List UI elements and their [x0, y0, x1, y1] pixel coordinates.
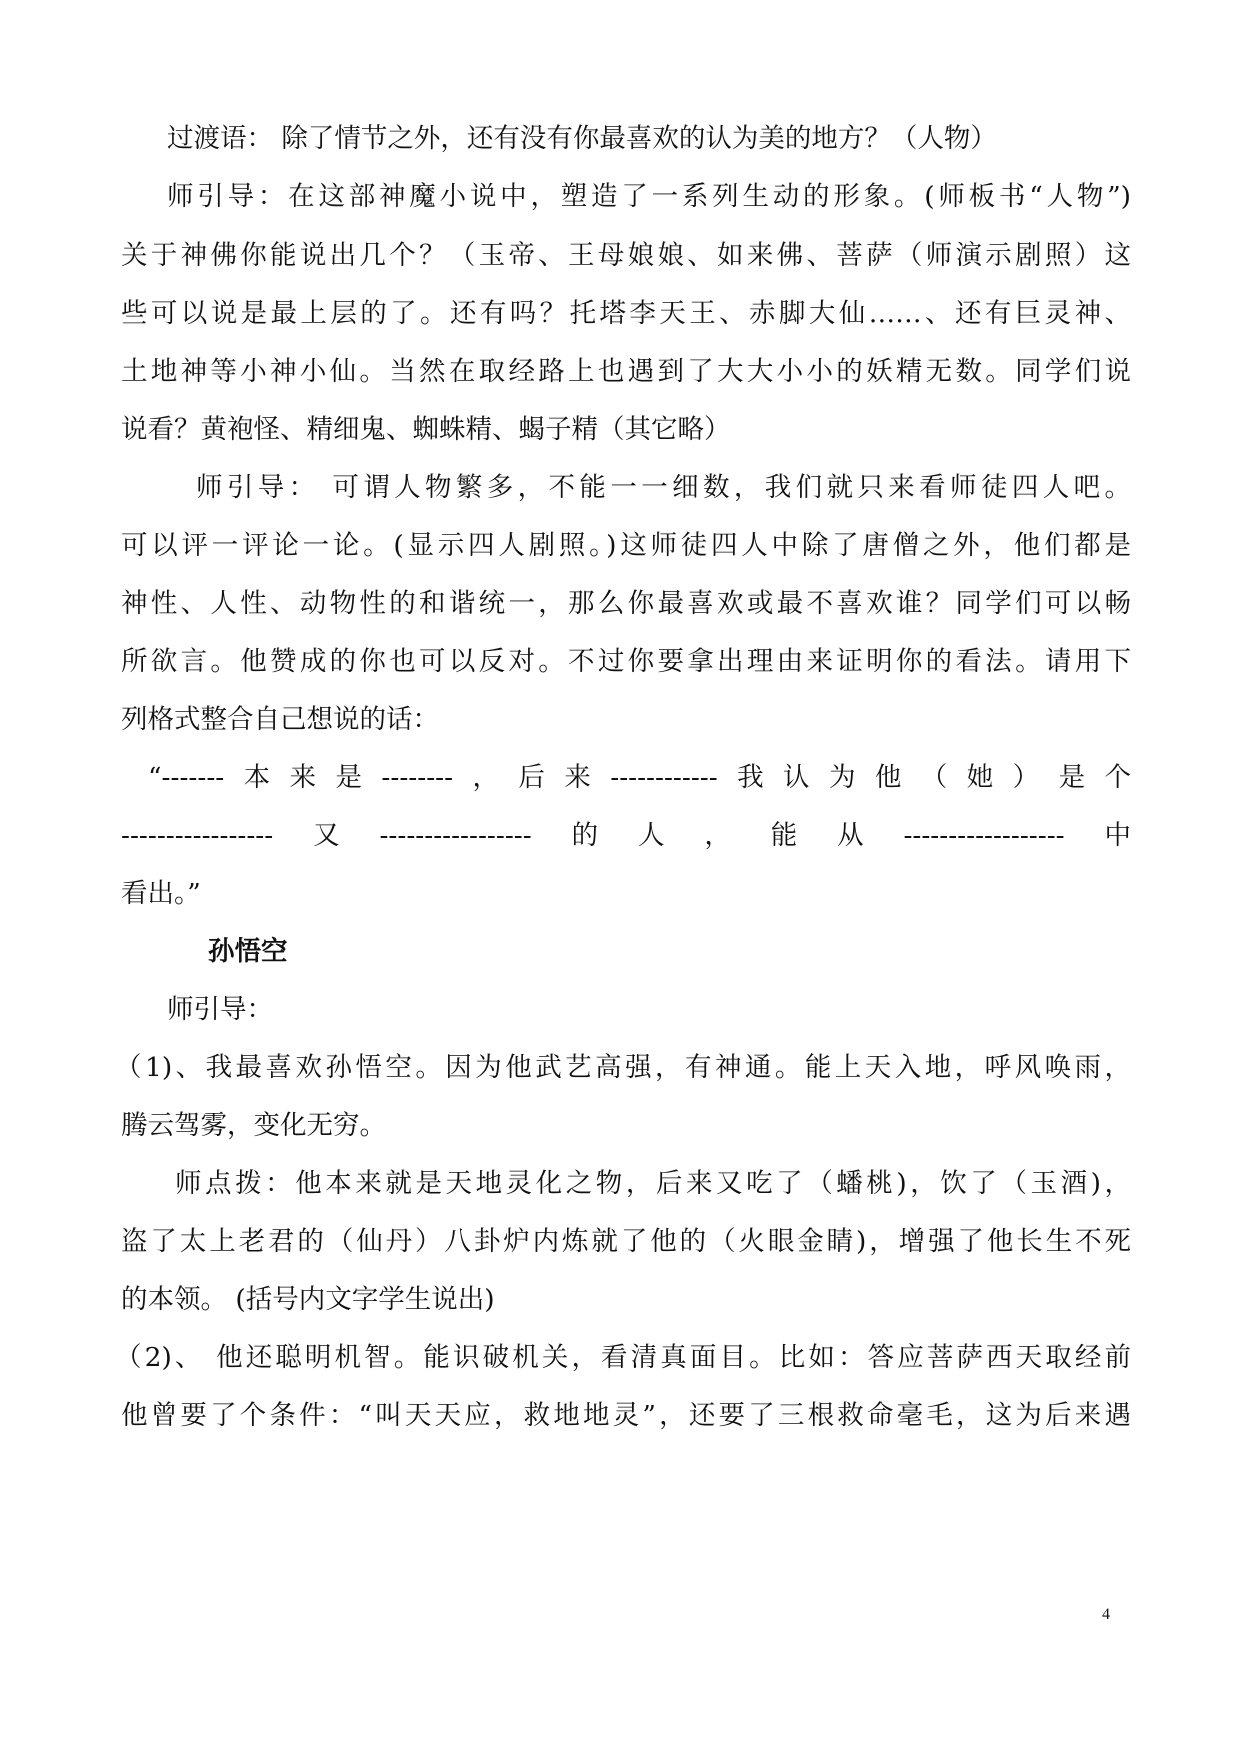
list-item: （2)、 他还聪明机智。能识破机关，看清真面目。比如：答应菩萨西天取经前 — [115, 1342, 1131, 1373]
template-line: “-------本来是--------，后来------------我认为他（她）是个 — [148, 762, 1131, 793]
paragraph-line: 师引导：在这部神魔小说中，塑造了一系列生动的形象。(师板书“人物”) — [167, 181, 1131, 212]
paragraph-line: 列格式整合自己想说的话： — [121, 704, 439, 735]
paragraph-line: 些可以说是最上层的了。还有吗？托塔李天王、赤脚大仙……、还有巨灵神、 — [121, 298, 1131, 329]
paragraph-line: 的本领。 (括号内文字学生说出) — [121, 1284, 495, 1315]
paragraph-line: 盗了太上老君的（仙丹）八卦炉内炼就了他的（火眼金睛)，增强了他长生不死 — [121, 1226, 1131, 1257]
list-item: （1)、我最喜欢孙悟空。因为他武艺高强，有神通。能上天入地，呼风唤雨， — [115, 1052, 1131, 1083]
page-number: 4 — [1102, 1606, 1110, 1623]
paragraph-line: 师引导： 可谓人物繁多，不能一一细数，我们就只来看师徒四人吧。 — [196, 472, 1131, 503]
paragraph-line: 关于神佛你能说出几个？（玉帝、王母娘娘、如来佛、菩萨（师演示剧照）这 — [121, 240, 1131, 271]
paragraph-line: 土地神等小神小仙。当然在取经路上也遇到了大大小小的妖精无数。同学们说 — [121, 356, 1131, 387]
paragraph-line: 他曾要了个条件：“叫天天应，救地地灵”，还要了三根救命毫毛，这为后来遇 — [121, 1400, 1131, 1431]
template-line: -----------------又-----------------的人，能从------------------中 — [121, 820, 1131, 851]
paragraph-line: 可以评一评论一论。(显示四人剧照。)这师徒四人中除了唐僧之外，他们都是 — [121, 530, 1131, 561]
transition-line: 过渡语： 除了情节之外，还有没有你最喜欢的认为美的地方？（人物） — [167, 123, 997, 154]
section-heading: 孙悟空 — [208, 936, 288, 967]
paragraph-line: 师点拨：他本来就是天地灵化之物，后来又吃了（蟠桃)，饮了（玉酒)， — [175, 1168, 1131, 1199]
paragraph-line: 说看？黄袍怪、精细鬼、蜘蛛精、蝎子精（其它略） — [121, 414, 731, 445]
paragraph-line: 神性、人性、动物性的和谐统一，那么你最喜欢或最不喜欢谁？同学们可以畅 — [121, 588, 1131, 619]
paragraph-line: 所欲言。他赞成的你也可以反对。不过你要拿出理由来证明你的看法。请用下 — [121, 646, 1131, 677]
paragraph-line: 腾云驾雾，变化无穷。 — [121, 1110, 386, 1141]
template-line: 看出。” — [121, 878, 201, 909]
paragraph-line: 师引导： — [167, 994, 273, 1025]
